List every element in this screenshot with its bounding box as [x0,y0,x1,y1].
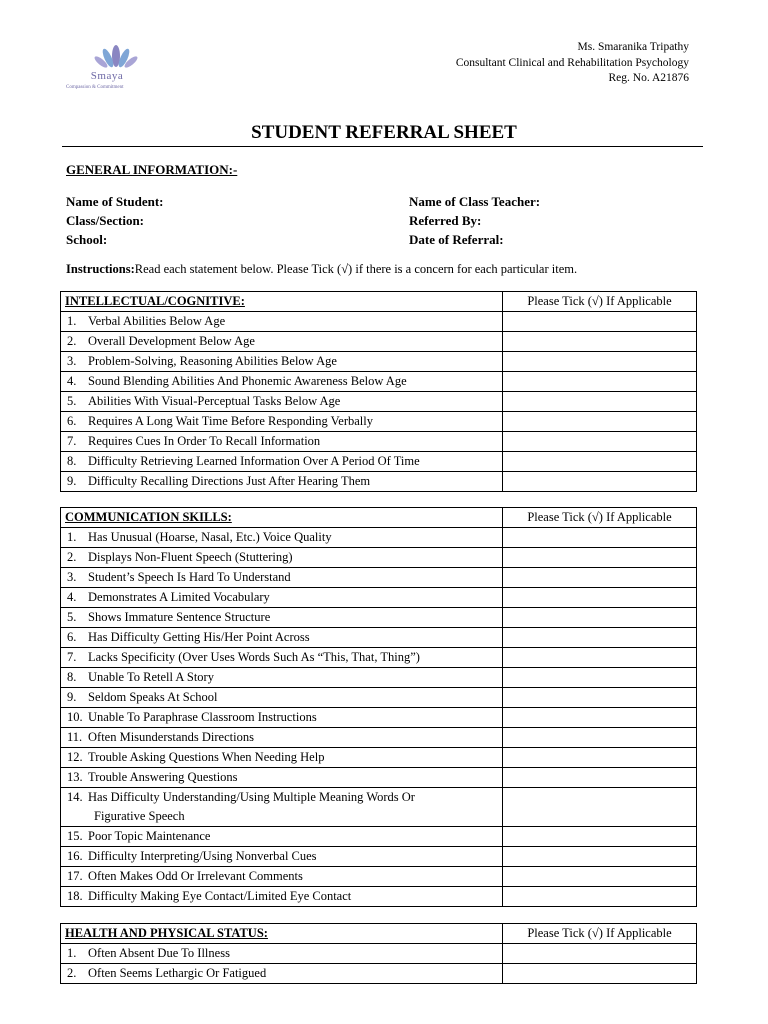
item-number: 1. [67,946,77,960]
item-text: Abilities With Visual-Perceptual Tasks Below Age [88,394,341,408]
item-number: 2. [67,334,77,348]
logo-name: Smaya [90,70,124,82]
item-text: Demonstrates A Limited Vocabulary [88,590,270,604]
instructions-label: Instructions: [66,262,135,276]
checklist-item [61,588,503,608]
tick-checkbox-cell[interactable] [503,788,697,827]
checklist-item [61,944,503,964]
item-number: 7. [67,434,77,448]
checklist-row [61,827,697,847]
date-of-referral-label: Date of Referral: [409,232,504,247]
item-number: 9. [67,690,77,704]
checklist-row [61,608,697,628]
item-number: 4. [67,374,77,388]
checklist-row [61,412,697,432]
tick-column-header: Please Tick (√) If Applicable [503,508,697,528]
school-label: School: [66,232,108,247]
general-info-heading: GENERAL INFORMATION:- [66,162,238,177]
checklist-item [61,827,503,847]
logo-tagline: Compassion & Commitment [66,85,124,90]
item-number: 11. [67,730,83,744]
item-text: Difficulty Retrieving Learned Information Over A Period Of Time [88,454,420,468]
item-text: Problem-Solving, Reasoning Abilities Below Age [88,354,337,368]
checklist-item [61,867,503,887]
checklist-item [61,528,503,548]
tick-checkbox-cell[interactable] [503,964,697,984]
item-text: Seldom Speaks At School [88,690,218,704]
checklist-row [61,887,697,907]
item-number: 6. [67,630,77,644]
tick-checkbox-cell[interactable] [503,668,697,688]
item-text: Trouble Asking Questions When Needing Help [88,750,325,764]
item-number: 3. [67,354,77,368]
item-text: Requires Cues In Order To Recall Information [88,434,321,448]
checklist-item [61,668,503,688]
referred-by-label: Referred By: [409,213,482,228]
checklist-item [61,352,503,372]
registration-number: Reg. No. A21876 [608,72,689,84]
checklist-item [61,887,503,907]
general-info-right [409,192,540,249]
item-number: 17. [67,869,83,883]
checklist-row [61,944,697,964]
tick-checkbox-cell[interactable] [503,688,697,708]
item-text: Lacks Specificity (Over Uses Words Such As “This, That, Thing”) [88,650,420,664]
item-number: 9. [67,474,77,488]
checklist-row [61,648,697,668]
checklist-item [61,608,503,628]
tick-checkbox-cell[interactable] [503,412,697,432]
tick-column-header: Please Tick (√) If Applicable [503,292,697,312]
checklist-item [61,847,503,867]
item-text: Has Unusual (Hoarse, Nasal, Etc.) Voice Quality [88,530,332,544]
tick-checkbox-cell[interactable] [503,847,697,867]
item-text: Overall Development Below Age [88,334,255,348]
checklist-row [61,352,697,372]
checklist-item [61,452,503,472]
item-number: 13. [67,770,83,784]
tick-checkbox-cell[interactable] [503,648,697,668]
checklist-header-row [61,292,697,312]
tick-checkbox-cell[interactable] [503,372,697,392]
checklist-row [61,588,697,608]
item-number: 2. [67,966,77,980]
checklist-item [61,688,503,708]
item-text: Difficulty Making Eye Contact/Limited Eye Contact [88,889,352,903]
item-number: 8. [67,454,77,468]
checklist-item [61,788,503,827]
checklist-item [61,312,503,332]
tick-checkbox-cell[interactable] [503,392,697,412]
checklist-item [61,728,503,748]
tick-checkbox-cell[interactable] [503,768,697,788]
item-number: 4. [67,590,77,604]
checklist-row [61,432,697,452]
checklist-row [61,332,697,352]
tick-column-header: Please Tick (√) If Applicable [503,924,697,944]
section-title: INTELLECTUAL/COGNITIVE: [61,292,503,312]
page-title: STUDENT REFERRAL SHEET [251,122,517,143]
checklist-item [61,332,503,352]
consultant-designation: Consultant Clinical and Rehabilitation Psychology [455,56,689,69]
checklist-table [60,923,697,984]
item-text: Often Absent Due To Illness [88,946,230,960]
checklist-row [61,452,697,472]
tick-checkbox-cell[interactable] [503,827,697,847]
tick-checkbox-cell[interactable] [503,472,697,492]
checklist-row [61,372,697,392]
name-of-student-label: Name of Student: [66,194,164,209]
checklist-row [61,728,697,748]
checklist-item [61,412,503,432]
item-text: Student’s Speech Is Hard To Understand [88,570,291,584]
checklist-item [61,708,503,728]
tick-checkbox-cell[interactable] [503,867,697,887]
consultant-name: Ms. Smaranika Tripathy [577,41,689,53]
checklist-item [61,472,503,492]
title-divider [62,146,703,147]
checklist-row [61,568,697,588]
item-number: 16. [67,849,83,863]
item-text: Often Makes Odd Or Irrelevant Comments [88,869,303,883]
checklist-table [60,507,697,907]
checklist-row [61,548,697,568]
item-text: Often Misunderstands Directions [88,730,254,744]
item-number: 6. [67,414,77,428]
checklist-row [61,668,697,688]
checklist-item [61,648,503,668]
item-text: Unable To Retell A Story [88,670,214,684]
tick-checkbox-cell[interactable] [503,748,697,768]
tick-checkbox-cell[interactable] [503,887,697,907]
checklist-row [61,768,697,788]
checklist-table [60,291,697,492]
tick-checkbox-cell[interactable] [503,608,697,628]
checklist-item [61,432,503,452]
item-text: Difficulty Interpreting/Using Nonverbal Cues [88,849,317,863]
tick-checkbox-cell[interactable] [503,432,697,452]
checklist-row [61,528,697,548]
checklist-row [61,788,697,827]
checklist-header-row [61,508,697,528]
tick-checkbox-cell[interactable] [503,708,697,728]
checklist-row [61,847,697,867]
class-teacher-label: Name of Class Teacher: [409,194,541,209]
checklist-header-row [61,924,697,944]
checklist-row [61,708,697,728]
tick-checkbox-cell[interactable] [503,944,697,964]
checklist-item [61,392,503,412]
item-number: 7. [67,650,77,664]
tick-checkbox-cell[interactable] [503,312,697,332]
item-text: Sound Blending Abilities And Phonemic Awareness Below Age [88,374,407,388]
class-section-label: Class/Section: [66,213,144,228]
tick-checkbox-cell[interactable] [503,452,697,472]
checklist-item [61,964,503,984]
item-text-continued: Figurative Speech [94,809,185,823]
checklist-row [61,867,697,887]
item-text: Displays Non-Fluent Speech (Stuttering) [88,550,293,564]
checklist-row [61,472,697,492]
item-text: Requires A Long Wait Time Before Responding Verbally [88,414,373,428]
section-title: COMMUNICATION SKILLS: [61,508,503,528]
checklist-row [61,688,697,708]
instructions-text: Read each statement below. Please Tick (√) if there is a concern for each particular item. [134,262,578,276]
tick-checkbox-cell[interactable] [503,352,697,372]
checklist-item [61,628,503,648]
item-number: 8. [67,670,77,684]
item-number: 5. [67,394,77,408]
checklist-item [61,748,503,768]
item-number: 1. [67,530,77,544]
section-title: HEALTH AND PHYSICAL STATUS: [61,924,503,944]
item-text: Verbal Abilities Below Age [88,314,226,328]
item-number: 14. [67,790,83,804]
logo [66,44,166,100]
checklist-item [61,768,503,788]
item-text: Unable To Paraphrase Classroom Instructions [88,710,317,724]
item-text: Difficulty Recalling Directions Just After Hearing Them [88,474,371,488]
checklist-item [61,548,503,568]
tick-checkbox-cell[interactable] [503,528,697,548]
checklist-row [61,392,697,412]
item-text: Often Seems Lethargic Or Fatigued [88,966,267,980]
item-number: 5. [67,610,77,624]
item-text: Shows Immature Sentence Structure [88,610,271,624]
tick-checkbox-cell[interactable] [503,728,697,748]
item-text: Has Difficulty Getting His/Her Point Across [88,630,310,644]
tick-checkbox-cell[interactable] [503,548,697,568]
item-text: Poor Topic Maintenance [88,829,211,843]
checklist-row [61,312,697,332]
item-text: Trouble Answering Questions [88,770,238,784]
instructions [66,262,577,277]
checklist-item [61,568,503,588]
item-number: 1. [67,314,77,328]
general-info-left [66,192,164,249]
checklist-row [61,748,697,768]
item-number: 10. [67,710,83,724]
item-number: 15. [67,829,83,843]
tick-checkbox-cell[interactable] [503,332,697,352]
tick-checkbox-cell[interactable] [503,628,697,648]
item-number: 18. [67,889,83,903]
item-text: Has Difficulty Understanding/Using Multiple Meaning Words Or [88,790,415,804]
tick-checkbox-cell[interactable] [503,588,697,608]
letterhead [456,40,689,87]
checklist-row [61,628,697,648]
item-number: 3. [67,570,77,584]
item-number: 12. [67,750,83,764]
checklist-row [61,964,697,984]
checklist-item [61,372,503,392]
tick-checkbox-cell[interactable] [503,568,697,588]
item-number: 2. [67,550,77,564]
